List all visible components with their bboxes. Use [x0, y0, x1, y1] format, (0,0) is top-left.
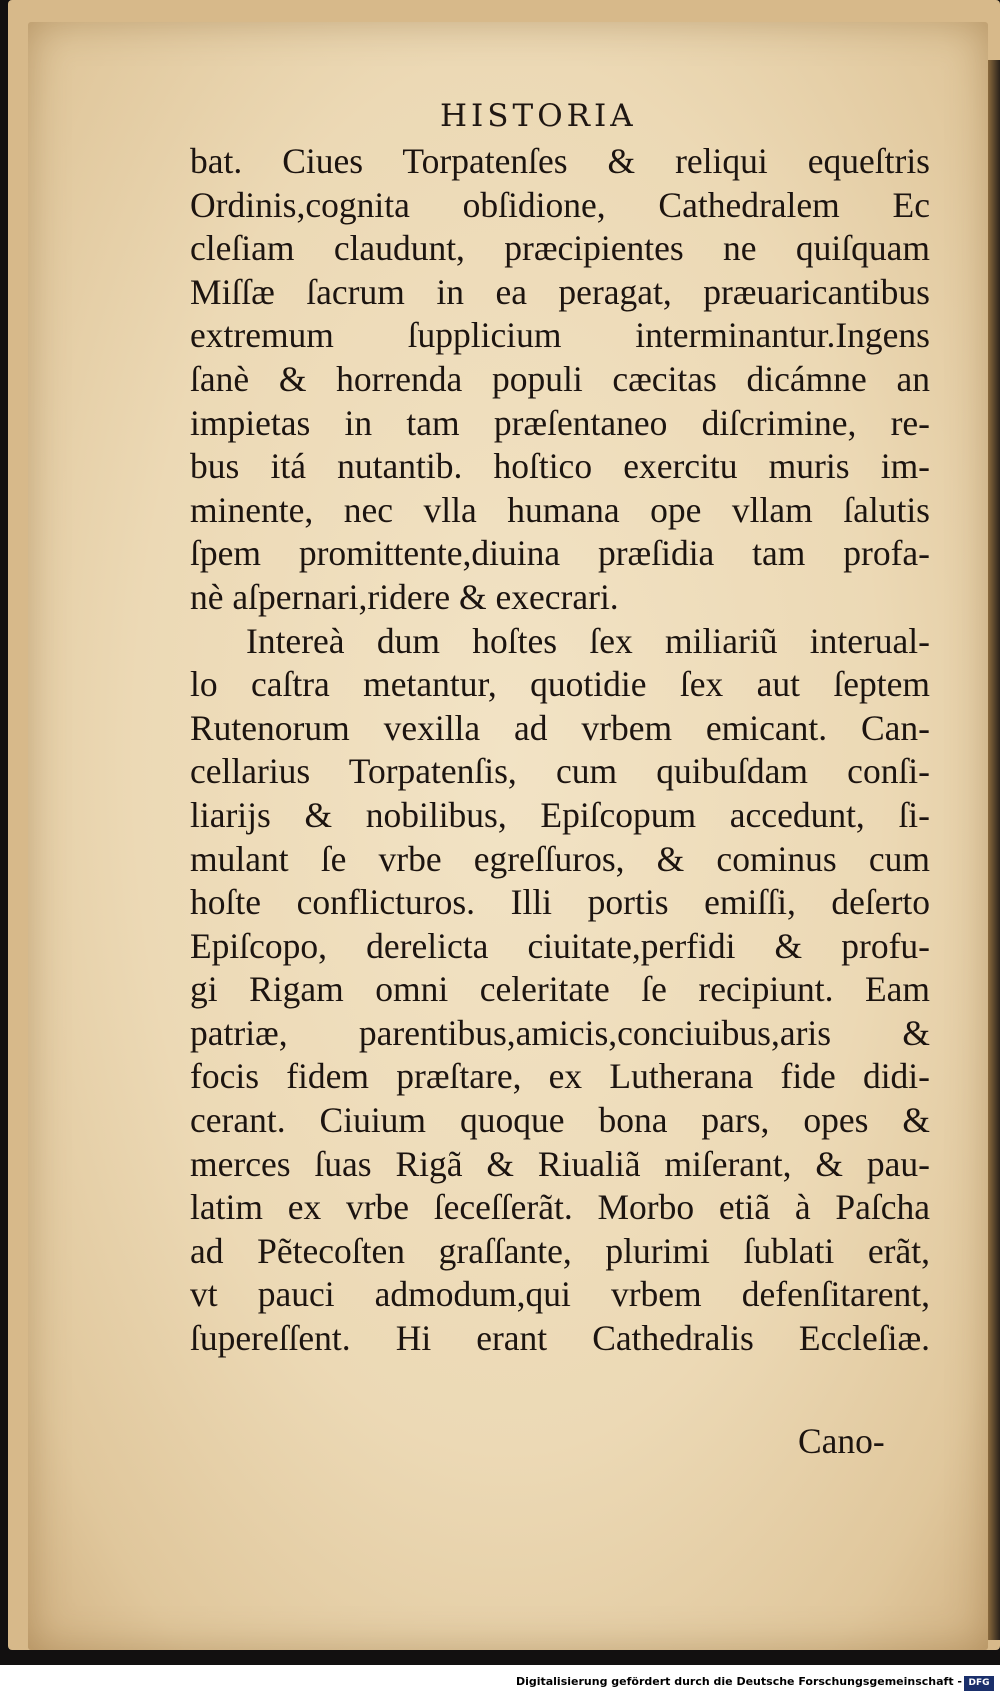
- text-line-10: ſpem promittente,diuina præſidia tam profa-: [190, 533, 930, 574]
- text-line-23: cerant. Ciuium quoque bona pars, opes &: [190, 1100, 930, 1141]
- text-line-24: merces ſuas Rigã & Riualiã miſerant, & pau-: [190, 1143, 930, 1184]
- text-line-3: cleſiam claudunt, præcipientes ne quiſquam: [190, 228, 930, 269]
- text-line-17: mulant ſe vrbe egreſſuros, & cominus cum: [190, 838, 930, 879]
- text-line-1: bat. Ciues Torpatenſes & reliqui equeſtris: [190, 141, 930, 181]
- text-line-26: ad Pẽtecoſten graſſante, plurimi ſublati erãt,: [190, 1230, 930, 1271]
- text-line-28: ſupereſſent. Hi erant Cathedralis Eccleſiæ.: [190, 1318, 930, 1359]
- text-line-25: latim ex vrbe ſeceſſerãt. Morbo etiã à Paſcha: [190, 1187, 930, 1228]
- scan-bottom-border: [0, 1650, 1000, 1665]
- text-line-4: Miſſæ ſacrum in ea peragat, præuaricantibus: [190, 271, 930, 312]
- text-line-12: Intereà dum hoſtes ſex miliariũ interual-: [246, 620, 930, 661]
- text-line-20: gi Rigam omni celeritate ſe recipiunt. Eam: [190, 969, 930, 1010]
- text-line-9: minente, nec vlla humana ope vllam ſalutis: [190, 489, 930, 530]
- funding-credit: Digitalisierung gefördert durch die Deutsche Forschungsgemeinschaft -: [515, 1675, 962, 1688]
- text-line-19: Epiſcopo, derelicta ciuitate,perfidi & profu-: [190, 925, 930, 966]
- text-line-16: liarijs & nobilibus, Epiſcopum accedunt, ſi-: [190, 794, 930, 835]
- body-text: [190, 140, 930, 1361]
- text-line-8: bus itá nutantib. hoſtico exercitu muris im-: [190, 446, 930, 487]
- text-line-22: focis fidem præſtare, ex Lutherana fide didi-: [190, 1056, 930, 1097]
- book-spine-edge: [988, 60, 1000, 1640]
- text-line-14: Rutenorum vexilla ad vrbem emicant. Can-: [190, 707, 930, 748]
- text-line-27: vt pauci admodum,qui vrbem defenſitarent,: [190, 1274, 930, 1315]
- text-line-15: cellarius Torpatenſis, cum quibuſdam conſi-: [190, 751, 930, 792]
- dfg-logo-icon: DFG: [964, 1676, 994, 1691]
- text-line-6: ſanè & horrenda populi cæcitas dicámne an: [190, 358, 930, 399]
- text-line-5: extremum ſupplicium interminantur.Ingens: [190, 315, 930, 356]
- text-line-2: Ordinis,cognita obſidione, Cathedralem Ec: [190, 184, 930, 225]
- text-line-21: patriæ, parentibus,amicis,conciuibus,aris &: [190, 1012, 930, 1053]
- text-line-11: nè aſpernari,ridere & execrari.: [190, 576, 619, 617]
- running-head: HISTORIA: [440, 98, 637, 134]
- text-line-7: impietas in tam præſentaneo diſcrimine, re-: [190, 402, 930, 443]
- text-line-13: lo caſtra metantur, quotidie ſex aut ſeptem: [190, 664, 930, 705]
- catchword: Cano-: [798, 1421, 885, 1461]
- text-line-18: hoſte conflicturos. Illi portis emiſſi, deſerto: [190, 882, 930, 923]
